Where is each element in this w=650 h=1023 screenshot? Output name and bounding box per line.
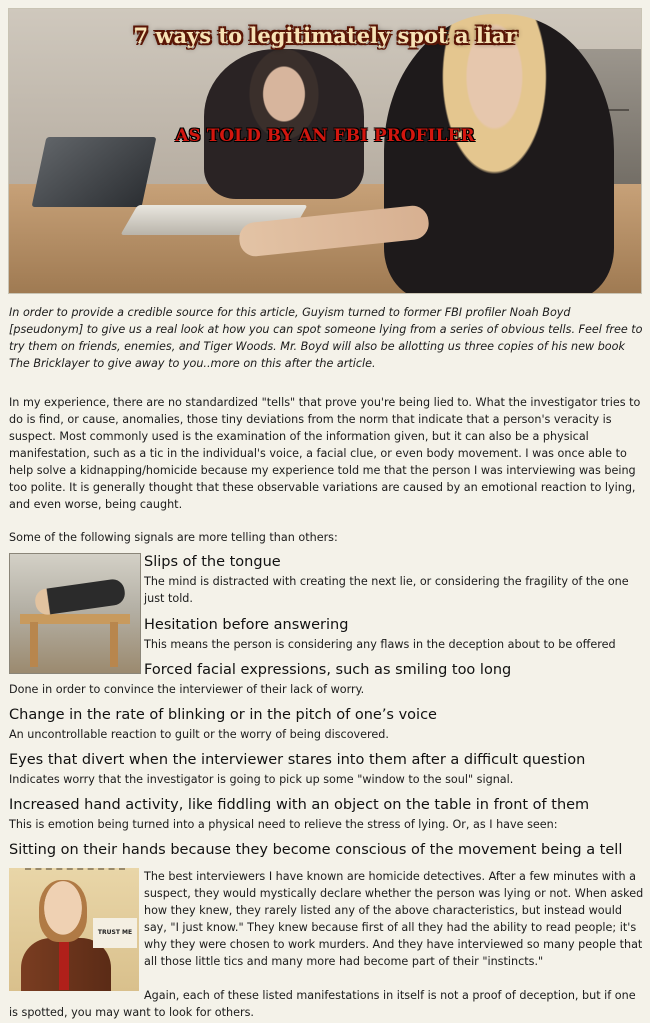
tell-heading: Slips of the tongue [144, 554, 281, 570]
tell-heading: Increased hand activity, like fiddling with an object on the table in front of them [9, 797, 590, 813]
tell-heading: Hesitation before answering [144, 617, 349, 633]
tell-description: Done in order to convince the interviewer of their lack of worry. [9, 683, 365, 696]
tell-description: Indicates worry that the investigator is going to pick up some "window to the soul" signal. [9, 773, 514, 786]
photo-board-leg [110, 622, 118, 667]
trust-me-sign: TRUST ME [93, 918, 137, 948]
photo-face [39, 880, 87, 942]
hero-subtitle: AS TOLD BY AN FBI PROFILER [175, 126, 475, 146]
photo-board-leg [30, 622, 38, 667]
tell-description: The mind is distracted with creating the next lie, or considering the fragility of the one just told. [144, 575, 629, 605]
tell-heading: Forced facial expressions, such as smiling too long [144, 662, 512, 678]
closing-paragraph: Again, each of these listed manifestations in itself is not a proof of deception, but if one is spotted, you may want to look for others. [9, 989, 636, 1019]
photo-reclining-man [34, 578, 127, 616]
photo-trust-me-man [9, 868, 139, 991]
tell-description: An uncontrollable reaction to guilt or the worry of being discovered. [9, 728, 389, 741]
body-paragraph-2: The best interviewers I have known are homicide detectives. After a few minutes with a suspect, they would mystically declare whether the person was lying or not. When asked how they knew, they rarely listed any of the above characteristics, but instead would say, "I just know." They knew because first of all they had the ability to read people; it's why they were chosen to work murders. And they have interviewed so many people that all those little tics and many more had become part of their "instincts." [144, 870, 644, 968]
hero-person-foreground [384, 14, 614, 294]
hero-title: 7 ways to legitimately spot a liar [133, 23, 517, 48]
tell-description: This is emotion being turned into a physical need to relieve the stress of lying. Or, as I have seen: [9, 818, 558, 831]
tell-heading: Change in the rate of blinking or in the pitch of one’s voice [9, 707, 437, 723]
signals-intro: Some of the following signals are more telling than others: [9, 531, 338, 544]
intro-paragraph: In order to provide a credible source for this article, Guyism turned to former FBI profiler Noah Boyd [pseudonym] to give us a real look at how you can spot someone lying from a series of obvious tells. Feel free to try them on friends, enemies, and Tiger Woods. Mr. Boyd will also be allotting us three copies of his new book The Bricklayer to give away to you..more on this after the article. [9, 306, 643, 370]
tell-heading: Eyes that divert when the interviewer stares into them after a difficult question [9, 752, 586, 768]
hero-image [8, 8, 642, 294]
photo-man-on-board [9, 553, 141, 674]
tell-heading: Sitting on their hands because they become conscious of the movement being a tell [9, 842, 623, 858]
tell-description: This means the person is considering any flaws in the deception about to be offered [144, 638, 616, 651]
photo-tie [59, 940, 69, 990]
photo-dashed-line [25, 868, 125, 870]
body-paragraph-1: In my experience, there are no standardized "tells" that prove you're being lied to. What the investigator tries to do is find, or cause, anomalies, those tiny deviations from the norm that indicate that a person's veracity is suspect. Most commonly used is the examination of the information given, but it can also be a physical manifestation, such as a tic in the individual's voice, a facial clue, or even body movement. I was once able to help solve a kidnapping/homicide because my experience told me that the person I was interviewing was being too polite. It is generally thought that these observable variations are caused by an emotional reaction to lying, and even worse, being caught. [9, 396, 641, 511]
